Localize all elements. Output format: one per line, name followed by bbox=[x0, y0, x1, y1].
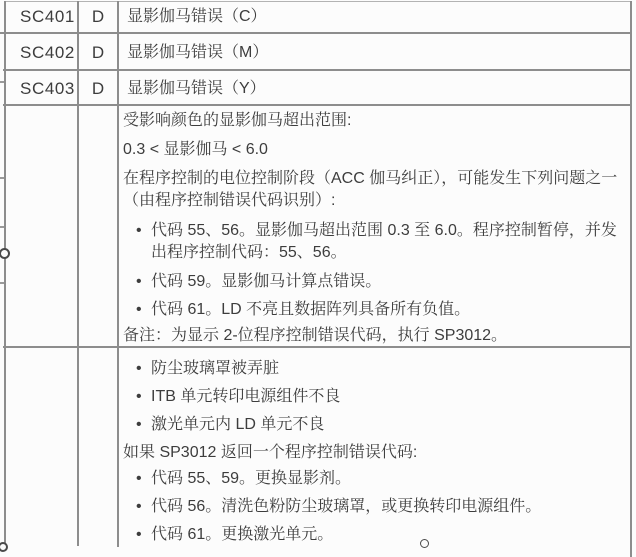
row-separator-1 bbox=[0, 32, 632, 34]
detail-condition-line-1: 在程序控制的电位控制阶段（ACC 伽马纠正），可能发生下列问题之一 bbox=[123, 170, 618, 187]
bullet-icon: • bbox=[136, 388, 142, 405]
error-title-sc401: 显影伽马错误（C） bbox=[127, 8, 267, 25]
bullet-icon: • bbox=[136, 470, 142, 487]
detail-note: 备注：为显示 2-位程序控制错误代码，执行 SP3012。 bbox=[123, 327, 508, 344]
remedy-bullet-1: 代码 55、59。更换显影剂。 bbox=[151, 470, 352, 487]
cause-bullet-1: 防尘玻璃罩被弄脏 bbox=[151, 360, 280, 377]
error-code-sc402: SC402 bbox=[20, 43, 75, 62]
error-code-sc401: SC401 bbox=[20, 7, 75, 26]
bullet-icon: • bbox=[136, 301, 142, 318]
detail-description-cell bbox=[123, 110, 631, 347]
error-title-sc403: 显影伽马错误（Y） bbox=[127, 80, 266, 97]
causes-condition-line: 如果 SP3012 返回一个程序控制错误代码: bbox=[123, 444, 418, 461]
bullet-icon: • bbox=[136, 526, 142, 543]
table-border-left bbox=[4, 1, 6, 546]
detail-condition-line-2: （由程序控制错误代码识别）: bbox=[123, 192, 336, 209]
causes-bullet-list bbox=[136, 358, 631, 436]
detail-bullet-2: 代码 59。显影伽马计算点错误。 bbox=[151, 273, 382, 290]
bullet-icon: • bbox=[136, 498, 142, 515]
detail-bullet-list bbox=[136, 220, 631, 321]
table-border-top bbox=[5, 1, 632, 2]
list-item bbox=[136, 386, 631, 408]
margin-tick-3 bbox=[0, 226, 4, 228]
row-separator-3 bbox=[3, 104, 632, 106]
list-item bbox=[136, 358, 631, 380]
margin-tick-1 bbox=[0, 81, 4, 83]
detail-bullet-3: 代码 61。LD 不亮且数据阵列具备所有负值。 bbox=[151, 301, 471, 318]
list-item bbox=[136, 220, 631, 264]
cause-bullet-2: ITB 单元转印电源组件不良 bbox=[151, 388, 341, 405]
error-level-sc402: D bbox=[91, 43, 105, 62]
remedy-bullet-list bbox=[136, 468, 631, 546]
margin-tick-4 bbox=[0, 282, 4, 284]
list-item bbox=[136, 414, 631, 436]
column-divider-2 bbox=[117, 1, 119, 547]
remedy-bullet-2: 代码 56。清洗色粉防尘玻璃罩，或更换转印电源组件。 bbox=[151, 498, 542, 515]
cause-bullet-3: 激光单元内 LD 单元不良 bbox=[151, 416, 325, 433]
bullet-icon: • bbox=[136, 222, 142, 239]
list-item bbox=[136, 468, 631, 490]
ring-marker-bottom-left bbox=[0, 542, 8, 552]
detail-intro-line: 受影响颜色的显影伽马超出范围: bbox=[123, 112, 352, 129]
margin-tick-2 bbox=[0, 177, 4, 179]
row-separator-2 bbox=[3, 69, 632, 71]
detail-range-line: 0.3 < 显影伽马 < 6.0 bbox=[123, 141, 268, 158]
error-code-sc403: SC403 bbox=[20, 79, 75, 98]
list-item bbox=[136, 496, 631, 518]
remedy-bullet-3: 代码 61。更换激光单元。 bbox=[151, 526, 334, 543]
list-item bbox=[136, 524, 631, 546]
error-title-sc402: 显影伽马错误（M） bbox=[127, 44, 269, 61]
bullet-icon: • bbox=[136, 273, 142, 290]
error-level-sc403: D bbox=[91, 79, 105, 98]
bullet-icon: • bbox=[136, 416, 142, 433]
ring-marker-left bbox=[0, 248, 10, 259]
detail-bullet-1-line-1: 代码 55、56。显影伽马超出范围 0.3 至 6.0。程序控制暂停，并发 bbox=[151, 222, 617, 239]
bullet-icon: • bbox=[136, 360, 142, 377]
detail-bullet-1-line-2: 出程序控制代码：55、56。 bbox=[151, 244, 347, 261]
causes-cell bbox=[123, 358, 631, 546]
list-item bbox=[136, 299, 631, 321]
list-item bbox=[136, 271, 631, 293]
error-level-sc401: D bbox=[91, 7, 105, 26]
